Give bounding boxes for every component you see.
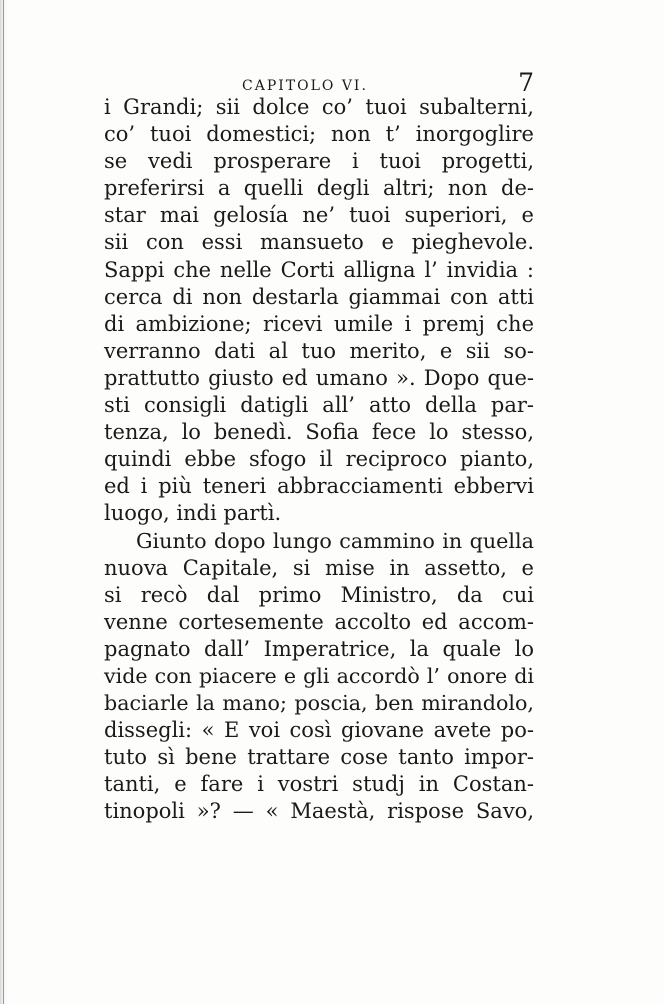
text-line: tuto sì bene trattare cose tanto impor- — [104, 745, 534, 770]
body-text — [104, 94, 534, 826]
text-line: sti consigli datigli all’ atto della par- — [104, 393, 534, 418]
text-line: tenza, lo benedì. Sofia fece lo stesso, — [104, 420, 534, 445]
paragraph-end-line: luogo, indi partì. — [104, 501, 282, 526]
paragraph-start-line: Giunto dopo lungo cammino in quella — [136, 528, 534, 553]
text-line: vide con piacere e gli accordò l’ onore di — [104, 663, 534, 688]
page-number: 7 — [518, 68, 534, 97]
text-line: preferirsi a quelli degli altri; non de- — [104, 176, 534, 201]
text-line: pagnato dall’ Imperatrice, la quale lo — [104, 636, 534, 661]
text-line: tanti, e fare i vostri studj in Costan- — [104, 772, 534, 797]
text-line: ed i più teneri abbracciamenti ebbervi — [104, 474, 534, 499]
text-line: verranno dati al tuo merito, e sii so- — [104, 338, 534, 363]
text-line: dissegli: « E voi così giovane avete po- — [104, 718, 534, 743]
text-line: cerca di non destarla giammai con atti — [104, 284, 534, 309]
text-line: quindi ebbe sfogo il reciproco pianto, — [104, 447, 534, 472]
text-line: prattutto giusto ed umano ». Dopo que- — [104, 365, 534, 390]
text-line: venne cortesemente accolto ed accom- — [104, 609, 534, 634]
text-line: star mai gelosía ne’ tuoi superiori, e — [104, 203, 534, 228]
text-line: nuova Capitale, si mise in assetto, e — [104, 555, 534, 580]
text-line: sii con essi mansueto e pieghevole. — [104, 230, 534, 255]
text-line: se vedi prosperare i tuoi progetti, — [104, 149, 534, 174]
text-line: co’ tuoi domestici; non t’ inorgoglire — [104, 122, 534, 147]
page-edge-line — [3, 0, 4, 1004]
text-line: di ambizione; ricevi umile i premj che — [104, 311, 534, 336]
running-head: CAPITOLO VI. — [242, 78, 368, 94]
text-line: i Grandi; sii dolce co’ tuoi subalterni, — [104, 95, 534, 119]
text-line: si recò dal primo Ministro, da cui — [104, 582, 534, 607]
text-line: baciarle la mano; poscia, ben mirandolo, — [104, 691, 534, 716]
text-line: Sappi che nelle Corti alligna l’ invidia : — [104, 257, 534, 282]
text-line: tinopoli »? — « Maestà, rispose Savo, — [104, 799, 534, 824]
